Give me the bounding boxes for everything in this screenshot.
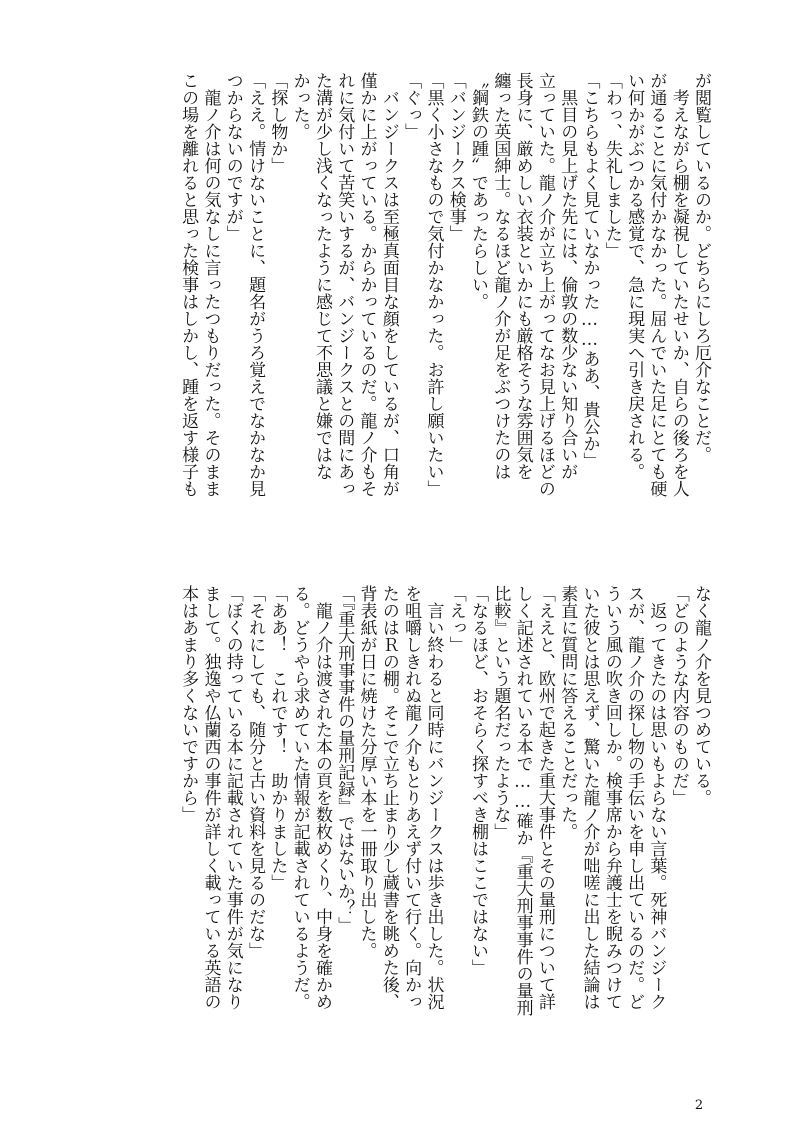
text-line: 言い終わると同時にバンジークスは歩き出した。状況	[423, 585, 444, 1010]
text-line: を咀嚼しきれぬ龍ノ介もとりあえず付いて行く。向かっ	[401, 585, 422, 1010]
text-line: 本はあまり多くないですから」	[178, 585, 199, 823]
text-line: 龍ノ介は渡された本の頁を数枚めくり、中身を確かめ	[311, 585, 332, 1010]
text-line: 「わっ、失礼しました」	[601, 72, 622, 259]
text-line: 黒目の見上げた先には、倫敦の数少ない知り合いが	[557, 72, 578, 480]
text-line: 「ええ。情けないことに、題名がうろ覚えでなかなか見	[245, 72, 266, 497]
text-line: た溝が少し浅くなったように感じて不思議と嫌ではな	[311, 72, 332, 480]
text-line: 「『重大刑事事件の量刑記録』ではないか？」	[334, 585, 355, 934]
upper-text-block	[90, 72, 712, 534]
text-line: つからないのですが」	[222, 72, 243, 242]
text-line: い何かがぶつかる感覚で、急に現実へ引き戻される。	[624, 72, 645, 480]
text-line: 「探し物か」	[267, 72, 288, 174]
text-line: ういう風の吹き回しか。検事席から弁護士を睨みつけて	[601, 585, 622, 1010]
text-line: 「ええと、欧州で起きた重大事件とその量刑について詳	[534, 585, 555, 1010]
text-line: が通ることに気付かなかった。屈んでいた足にとても硬	[646, 72, 667, 497]
text-line: 返ってきたのは思いもよらない言葉。死神バンジーク	[646, 585, 667, 1010]
text-line: 「なるほど、おそらく探すべき棚はここではない」	[468, 585, 489, 976]
text-line: かった。	[289, 72, 310, 140]
text-line: 「ぐっ」	[401, 72, 422, 140]
text-line: 「どのような内容のものだ」	[668, 585, 689, 806]
text-line: れに気付いて苦笑いするが、バンジークスとの間にあっ	[334, 72, 355, 497]
text-line: 「ああ！ これです！ 助かりました」	[267, 585, 288, 891]
page-number: 2	[694, 1098, 704, 1113]
text-line: 長身に、厳めしい衣装といかにも厳格そうな雰囲気を	[512, 72, 533, 480]
text-line: 纏った英国紳士。なるほど龍ノ介が足をぶつけたのは	[490, 72, 511, 480]
text-line: 「えっ」	[445, 585, 466, 653]
text-line: 僅かに上がっている。からかっているのだ。龍ノ介もそ	[356, 72, 377, 497]
text-line: 「ぼくの持っている本に記載されていた事件が気になり	[222, 585, 243, 1010]
text-line: 「黒く小さなもので気付かなかった。お許し願いたい」	[423, 72, 444, 497]
text-line: 背表紙が日に焼けた分厚い本を一冊取り出した。	[356, 585, 377, 959]
text-line: 立っていた。龍ノ介が立ち上がってなお見上げるほどの	[534, 72, 555, 497]
text-line: しく記述されている本で……確か『重大刑事事件の量刑	[512, 585, 533, 1016]
text-line: バンジークスは至極真面目な顔をしているが、口角が	[378, 72, 399, 497]
text-line: なく龍ノ介を見つめている。	[691, 585, 711, 806]
text-line: 考えながら棚を凝視していたせいか、自らの後ろを人	[668, 72, 689, 497]
text-line: この場を離れると思った検事はしかし、踵を返す様子も	[178, 72, 199, 497]
lower-text-block	[90, 585, 712, 1050]
text-line: 比較』という題名だったような」	[490, 585, 511, 840]
text-line: 「バンジークス検事」	[445, 72, 466, 242]
text-line: 「それにしても、随分と古い資料を見るのだな」	[245, 585, 266, 959]
text-line: る。どうやら求めていた情報が記載されているようだ。	[289, 585, 310, 1010]
text-line: が閲覧しているのか。どちらにしろ厄介なことだ。	[691, 72, 711, 463]
text-line: 龍ノ介は何の気なしに言ったつもりだった。そのまま	[200, 72, 221, 497]
text-line: 〝鋼鉄の踵〟であったらしい。	[468, 72, 489, 310]
text-line: まして。独逸や仏蘭西の事件が詳しく載っている英語の	[200, 585, 221, 1010]
text-line: たのはＲの棚。そこで立ち止まり少し蔵書を眺めた後、	[378, 585, 399, 1010]
text-line: 素直に質問に答えることだった。	[557, 585, 578, 840]
text-line: スが、龍ノ介の探し物の手伝いを申し出ているのだ。ど	[624, 585, 645, 1010]
text-line: いた彼とは思えず、驚いた龍ノ介が咄嗟に出した結論は	[579, 585, 600, 1010]
text-line: 「こちらもよく見ていなかった……ああ、貴公か」	[579, 72, 600, 469]
